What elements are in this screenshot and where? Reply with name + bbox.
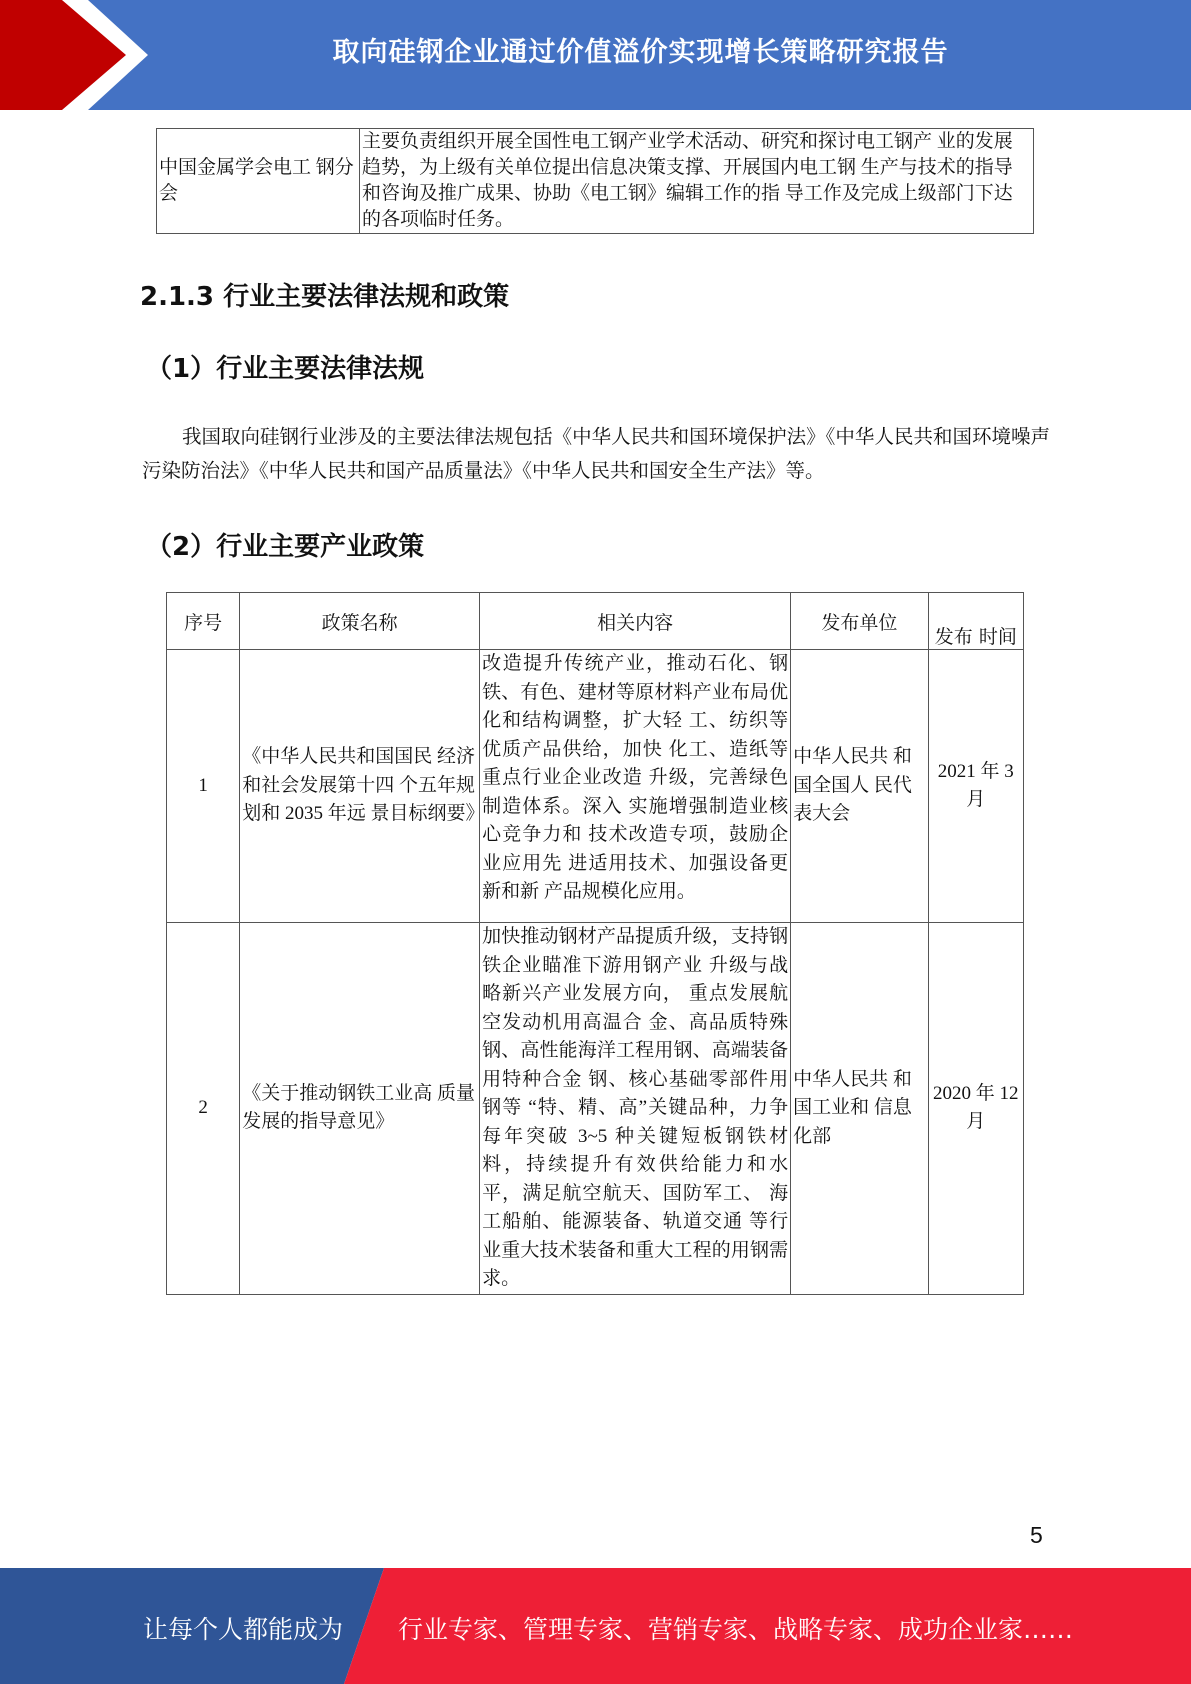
header-time: 发布 时间 (928, 593, 1023, 650)
section-heading: 2.1.3 行业主要法律法规和政策 (140, 282, 510, 312)
row-time: 2021 年 3 月 (928, 650, 1023, 923)
org-content-cell: 主要负责组织开展全国性电工钢产业学术活动、研究和探讨电工钢产 业的发展趋势，为上级有关单位提出信息决策支撑、开展国内电工钢 生产与技术的指导和咨询及推广成果、协助《电工钢》编辑工作的指 导工作及完成上级部门下达的各项临时任务。 (360, 129, 1034, 234)
policy-table (166, 592, 1024, 1295)
table-row (157, 129, 1034, 234)
table-row (167, 650, 1024, 923)
header-name: 政策名称 (240, 593, 480, 650)
row-no: 1 (167, 650, 240, 923)
laws-paragraph: 我国取向硅钢行业涉及的主要法律法规包括《中华人民共和国环境保护法》《中华人民共和国环境噪声污染防治法》《中华人民共和国产品质量法》《中华人民共和国安全生产法》等。 (142, 427, 1050, 482)
report-title: 取向硅钢企业通过价值溢价实现增长策略研究报告 (332, 37, 949, 68)
row-org: 中华人民共 和国全国人 民代表大会 (791, 650, 928, 923)
page-header (0, 0, 1191, 110)
row-policy-name: 《关于推动钢铁工业高 质量发展的指导意见》 (240, 923, 480, 1295)
row-no: 2 (167, 923, 240, 1295)
footer-slogan-right: 行业专家、管理专家、营销专家、战略专家、成功企业家…… (398, 1615, 1074, 1644)
page-number: 5 (1030, 1522, 1043, 1548)
org-name-cell: 中国金属学会电工 钢分会 (157, 129, 360, 234)
header-content: 相关内容 (480, 593, 791, 650)
row-policy-name: 《中华人民共和国国民 经济和社会发展第十四 个五年规划和 2035 年远 景目标纲要》 (240, 650, 480, 923)
row-time: 2020 年 12 月 (928, 923, 1023, 1295)
row-content: 改造提升传统产业，推动石化、钢铁、有色、建材等原材料产业布局优化和结构调整，扩大轻 工、纺织等优质产品供给，加快 化工、造纸等重点行业企业改造 升级，完善绿色制造体系。深入 实施增强制造业核心竞争力和 技术改造专项，鼓励企业应用先 进适用技术、加强设备更新和新 产品规模化应用。 (480, 650, 791, 923)
org-table (156, 128, 1034, 234)
page-footer (0, 1568, 1191, 1684)
row-org: 中华人民共 和国工业和 信息化部 (791, 923, 928, 1295)
row-content: 加快推动钢材产品提质升级，支持钢铁企业瞄准下游用钢产业 升级与战略新兴产业发展方向， 重点发展航空发动机用高温合 金、高品质特殊钢、高性能海洋工程用钢、高端装备用特种合金 钢、核心基础零部件用钢等 “特、精、高”关键品种，力争 每年突破 3~5 种关键短板钢铁材 料，持续提升有效供给能力和水 平，满足航空航天、国防军工、 海工船舶、能源装备、轨道交通 等行业重大技术装备和重大工程的用钢需求。 (480, 923, 791, 1295)
header-no: 序号 (167, 593, 240, 650)
subsection-policies-heading: （2）行业主要产业政策 (146, 532, 425, 562)
table-row (167, 923, 1024, 1295)
footer-slogan-left: 让每个人都能成为 (143, 1615, 344, 1644)
table-header-row (167, 593, 1024, 650)
subsection-laws-heading: （1）行业主要法律法规 (146, 354, 425, 384)
header-org: 发布单位 (791, 593, 928, 650)
